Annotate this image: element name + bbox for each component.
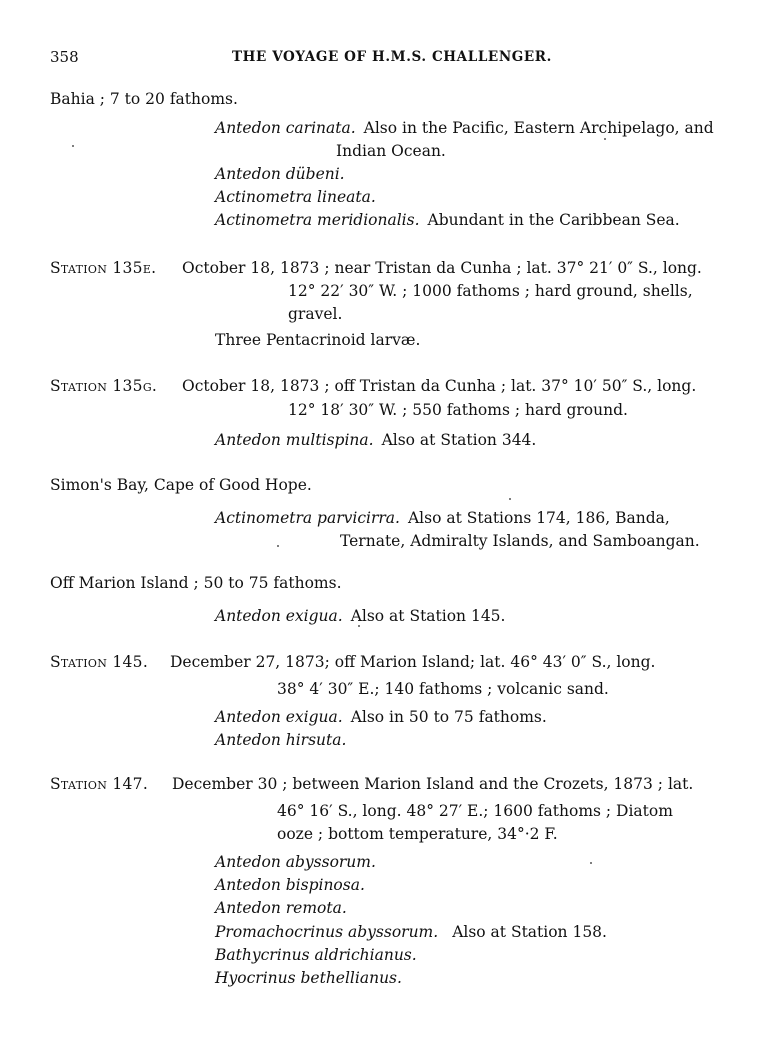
species-note: Also at Stations 174, 186, Banda, (407, 509, 670, 527)
station-desc-line2: 46° 16′ S., long. 48° 27′ E.; 1600 fathoms ; Diatom (277, 802, 673, 820)
station-finding: Three Pentacrinoid larvæ. (215, 331, 421, 349)
species-entry (215, 874, 365, 897)
species-name: Antedon abyssorum. (215, 853, 376, 871)
station-label-135e: Station 135e. (50, 259, 157, 277)
station-desc-line1: October 18, 1873 ; near Tristan da Cunha ; lat. 37° 21′ 0″ S., long. (182, 259, 702, 277)
station-label-135g: Station 135g. (50, 377, 158, 395)
species-entry (215, 706, 547, 729)
species-entry (215, 605, 505, 628)
species-entry (215, 429, 536, 452)
station-desc-line3: gravel. (288, 305, 343, 323)
station-desc-line2: 12° 22′ 30″ W. ; 1000 fathoms ; hard ground, shells, (288, 282, 693, 300)
scan-speck (72, 145, 74, 147)
species-note: Also in 50 to 75 fathoms. (350, 708, 547, 726)
scan-speck (604, 138, 606, 140)
page-number: 358 (50, 48, 79, 66)
station-desc-line1: October 18, 1873 ; off Tristan da Cunha ; lat. 37° 10′ 50″ S., long. (182, 377, 697, 395)
species-name: Antedon multispina. (215, 431, 374, 449)
species-name: Antedon carinata. (215, 119, 356, 137)
species-entry (215, 507, 670, 530)
species-name: Antedon exigua. (215, 607, 343, 625)
species-name: Antedon remota. (215, 899, 347, 917)
species-name: Actinometra meridionalis. (215, 211, 420, 229)
station-desc-line3: ooze ; bottom temperature, 34°·2 F. (277, 825, 558, 843)
locality-marion: Off Marion Island ; 50 to 75 fathoms. (50, 574, 342, 592)
species-name: Antedon dübeni. (215, 165, 345, 183)
station-label-145: Station 145. (50, 653, 149, 671)
species-entry (215, 851, 376, 874)
species-name: Antedon hirsuta. (215, 731, 347, 749)
species-entry (215, 921, 607, 944)
species-name: Actinometra lineata. (215, 188, 376, 206)
species-entry (215, 186, 376, 209)
species-entry (215, 163, 345, 186)
species-entry (215, 897, 347, 920)
station-desc-line2: 38° 4′ 30″ E.; 140 fathoms ; volcanic sand. (277, 680, 609, 698)
locality-bahia: Bahia ; 7 to 20 fathoms. (50, 90, 238, 108)
species-note-continued: Indian Ocean. (336, 142, 446, 160)
scan-speck (277, 545, 279, 547)
species-name: Bathycrinus aldrichianus. (215, 946, 417, 964)
species-note-continued: Ternate, Admiralty Islands, and Samboangan. (340, 532, 700, 550)
species-name: Promachocrinus abyssorum. (215, 923, 439, 941)
scan-speck (590, 862, 592, 864)
station-desc-line2: 12° 18′ 30″ W. ; 550 fathoms ; hard ground. (288, 401, 628, 419)
species-entry (215, 944, 417, 967)
station-desc-line1: December 27, 1873; off Marion Island; lat. 46° 43′ 0″ S., long. (170, 653, 656, 671)
species-name: Actinometra parvicirra. (215, 509, 400, 527)
species-entry (215, 967, 402, 990)
running-title: THE VOYAGE OF H.M.S. CHALLENGER. (232, 49, 552, 65)
species-name: Hyocrinus bethellianus. (215, 969, 402, 987)
species-name: Antedon bispinosa. (215, 876, 365, 894)
species-entry (215, 209, 680, 232)
species-note: Also at Station 344. (381, 431, 537, 449)
species-name: Antedon exigua. (215, 708, 343, 726)
species-note: Also at Station 145. (350, 607, 506, 625)
species-note: Also at Station 158. (452, 923, 607, 941)
station-label-147: Station 147. (50, 775, 149, 793)
species-note: Also in the Pacific, Eastern Archipelago, and (363, 119, 714, 137)
species-entry (215, 117, 714, 140)
station-desc-line1: December 30 ; between Marion Island and the Crozets, 1873 ; lat. (172, 775, 694, 793)
scan-speck (358, 625, 360, 627)
locality-simons-bay: Simon's Bay, Cape of Good Hope. (50, 476, 312, 494)
scan-speck (509, 498, 511, 500)
species-note: Abundant in the Caribbean Sea. (427, 211, 680, 229)
species-entry (215, 729, 346, 752)
